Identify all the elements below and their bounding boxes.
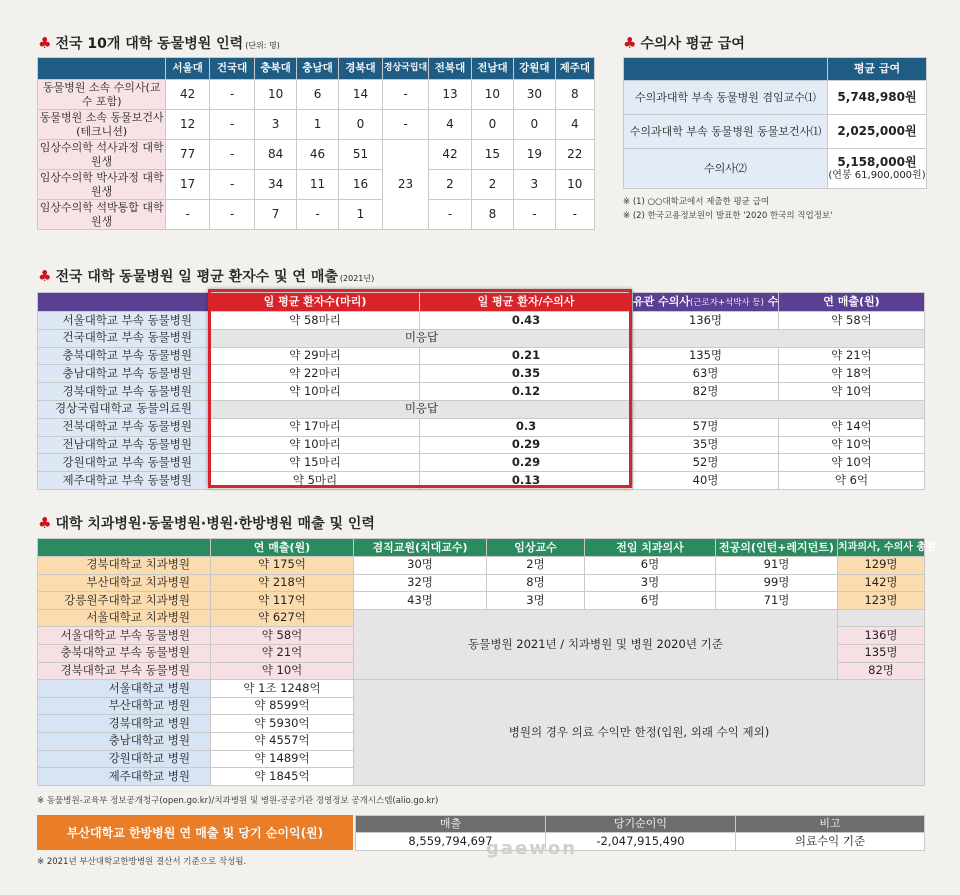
cell: 4 [429, 110, 471, 140]
section-title-text: 대학 치과병원·동물병원·병원·한방병원 매출 및 인력 [55, 516, 375, 532]
header-cell: 경상국립대 [382, 58, 429, 80]
table-row [38, 170, 595, 200]
cell: 6명 [585, 592, 716, 610]
empty-cell [633, 329, 925, 347]
section-title-salary [623, 33, 745, 53]
cell: 7 [255, 200, 296, 230]
cell: 0 [339, 110, 382, 140]
header-cell [38, 58, 166, 80]
cell: 2 [429, 170, 471, 200]
cell: 0.35 [420, 365, 633, 383]
unit-label: (2021년) [339, 274, 375, 283]
section-title-hospitals [38, 513, 375, 533]
header-cell: 당기순이익 [546, 816, 736, 833]
row-label: 강원대학교 병원 [38, 750, 211, 768]
cell-merged: 23 [382, 140, 429, 230]
header-text: 유관 수의사 [633, 295, 690, 309]
table-row [38, 347, 925, 365]
oriental-header-row [356, 816, 925, 833]
cell: 46 [296, 140, 338, 170]
table-row [38, 200, 595, 230]
cell: 0.3 [420, 418, 633, 436]
cell: 43명 [354, 592, 487, 610]
header-cell: 전남대 [471, 58, 513, 80]
header-cell: 서울대 [166, 58, 209, 80]
header-small-text: (근로자+석박사 등) [689, 298, 764, 309]
table-row [38, 312, 925, 330]
cell: - [209, 170, 255, 200]
cell: 약 58마리 [211, 312, 420, 330]
cell: 12 [166, 110, 209, 140]
row-label: 충남대학교 부속 동물병원 [38, 365, 211, 383]
cell: 약 10억 [211, 662, 354, 680]
row-label: 서울대학교 치과병원 [38, 609, 211, 627]
cell: 0.29 [420, 436, 633, 454]
club-icon: ♣ [623, 34, 637, 52]
table-row [38, 80, 595, 110]
cell: 약 1845억 [211, 768, 354, 786]
cell: 약 117억 [211, 592, 354, 610]
cell [828, 149, 927, 189]
header-cell: 전북대 [429, 58, 471, 80]
cell: - [514, 200, 555, 230]
table-row [356, 833, 925, 851]
cell: 135명 [633, 347, 779, 365]
cell: 1 [296, 110, 338, 140]
cell: 0.43 [420, 312, 633, 330]
row-label: 서울대학교 부속 동물병원 [38, 627, 211, 645]
row-label: 건국대학교 부속 동물병원 [38, 329, 211, 347]
cell: 의료수익 기준 [736, 833, 925, 851]
no-answer-cell: 미응답 [211, 329, 633, 347]
row-label: 수의과대학 부속 동물병원 겸임교수⑴ [624, 81, 828, 115]
cell: 22 [555, 140, 594, 170]
table-row [624, 149, 927, 189]
source-note: ※ 동물병원-교육부 정보공개청구(open.go.kr)/치과병원 및 병원-공공기관 경영정보 공개시스템(alio.go.kr) [37, 796, 439, 806]
cell: 약 17마리 [211, 418, 420, 436]
row-label: 강원대학교 부속 동물병원 [38, 454, 211, 472]
empty-cell [838, 609, 925, 627]
table-row [624, 81, 927, 115]
cell: 약 21억 [211, 644, 354, 662]
cell: 142명 [838, 574, 925, 592]
cell: 30 [514, 80, 555, 110]
cell: 35명 [633, 436, 779, 454]
cell: 약 6억 [779, 472, 925, 490]
cell: 약 58억 [211, 627, 354, 645]
cell: 약 1489억 [211, 750, 354, 768]
oriental-hospital-title: 부산대학교 한방병원 연 매출 및 당기 순이익(원) [37, 815, 353, 850]
cell: 약 22마리 [211, 365, 420, 383]
cell: 63명 [633, 365, 779, 383]
cell: - [296, 200, 338, 230]
cell: 32명 [354, 574, 487, 592]
cell: 0.12 [420, 383, 633, 401]
table-row [38, 472, 925, 490]
table-row [624, 115, 927, 149]
hospitals-header-row [38, 539, 925, 557]
table-row [38, 329, 925, 347]
cell: 3 [514, 170, 555, 200]
cell: 약 627억 [211, 609, 354, 627]
watermark: gaewon [486, 838, 578, 859]
row-label: 경북대학교 부속 동물병원 [38, 383, 211, 401]
cell: 0 [514, 110, 555, 140]
cell: 123명 [838, 592, 925, 610]
cell: 10 [555, 170, 594, 200]
header-cell: 겸직교원(치대교수) [354, 539, 487, 557]
row-label: 제주대학교 부속 동물병원 [38, 472, 211, 490]
cell: 8,559,794,697 [356, 833, 546, 851]
cell: 8 [555, 80, 594, 110]
header-cell: 제주대 [555, 58, 594, 80]
cell: 17 [166, 170, 209, 200]
cell: - [166, 200, 209, 230]
cell: 10 [471, 80, 513, 110]
cell: 2 [471, 170, 513, 200]
cell: -2,047,915,490 [546, 833, 736, 851]
note-cell: 병원의 경우 의료 수익만 한정(입원, 외래 수익 제외) [354, 680, 925, 786]
cell: - [209, 110, 255, 140]
cell: - [209, 140, 255, 170]
row-label: 충북대학교 부속 동물병원 [38, 347, 211, 365]
table-row [38, 383, 925, 401]
cell: 77 [166, 140, 209, 170]
empty-cell [633, 400, 925, 418]
header-cell: 임상교수 [487, 539, 585, 557]
row-label: 임상수의학 박사과정 대학원생 [38, 170, 166, 200]
section-title-staff [38, 33, 280, 53]
cell: 약 218억 [211, 574, 354, 592]
row-label: 경북대학교 치과병원 [38, 557, 211, 575]
cell: 71명 [716, 592, 838, 610]
header-cell: 전공의(인턴+레지던트) [716, 539, 838, 557]
cell: 42 [429, 140, 471, 170]
row-label: 전남대학교 부속 동물병원 [38, 436, 211, 454]
cell: 6명 [585, 557, 716, 575]
cell: 약 175억 [211, 557, 354, 575]
cell: 4 [555, 110, 594, 140]
header-cell: 치과의사, 수의사 총원 [838, 539, 925, 557]
cell: 약 58억 [779, 312, 925, 330]
table-row [38, 454, 925, 472]
section-title-text: 수의사 평균 급여 [640, 36, 745, 52]
table-row [38, 609, 925, 627]
salary-value: 5,158,000원 [837, 155, 917, 170]
header-cell: 충북대 [255, 58, 296, 80]
cell: 약 5마리 [211, 472, 420, 490]
staff-table [37, 57, 595, 230]
cell: 11 [296, 170, 338, 200]
row-label: 경상국립대학교 동물의료원 [38, 400, 211, 418]
cell: 82명 [633, 383, 779, 401]
row-label: 부산대학교 치과병원 [38, 574, 211, 592]
cell: 약 1조 1248억 [211, 680, 354, 698]
header-text: 수 [763, 295, 779, 309]
club-icon: ♣ [38, 267, 52, 285]
header-cell: 건국대 [209, 58, 255, 80]
row-label: 임상수의학 석사과정 대학원생 [38, 140, 166, 170]
cell: 129명 [838, 557, 925, 575]
cell: 약 21억 [779, 347, 925, 365]
patients-table [37, 292, 925, 490]
cell: 2,025,000원 [828, 115, 927, 149]
cell: - [555, 200, 594, 230]
header-cell: 연 매출(원) [779, 293, 925, 312]
salary-sub: (연봉 61,900,000원) [828, 169, 926, 181]
row-label: 수의과대학 부속 동물병원 동물보건사⑴ [624, 115, 828, 149]
row-label: 서울대학교 부속 동물병원 [38, 312, 211, 330]
cell: 약 18억 [779, 365, 925, 383]
cell: 8명 [487, 574, 585, 592]
cell: 91명 [716, 557, 838, 575]
header-cell: 매출 [356, 816, 546, 833]
cell: 8 [471, 200, 513, 230]
header-cell: 연 매출(원) [211, 539, 354, 557]
cell: 0.13 [420, 472, 633, 490]
row-label: 충남대학교 병원 [38, 732, 211, 750]
cell: 1 [339, 200, 382, 230]
cell: 136명 [838, 627, 925, 645]
cell: 약 8599억 [211, 697, 354, 715]
cell: 42 [166, 80, 209, 110]
cell: 99명 [716, 574, 838, 592]
row-label: 제주대학교 병원 [38, 768, 211, 786]
cell: 0 [471, 110, 513, 140]
cell: 19 [514, 140, 555, 170]
cell: 약 10억 [779, 383, 925, 401]
cell: 52명 [633, 454, 779, 472]
header-cell: 전임 치과의사 [585, 539, 716, 557]
cell: 13 [429, 80, 471, 110]
table-row [38, 418, 925, 436]
table-row [38, 436, 925, 454]
cell: 82명 [838, 662, 925, 680]
row-label: 전북대학교 부속 동물병원 [38, 418, 211, 436]
cell: - [429, 200, 471, 230]
unit-label: (단위: 명) [245, 41, 280, 50]
club-icon: ♣ [38, 34, 52, 52]
cell: 51 [339, 140, 382, 170]
footnote: ※ (1) ○○대학교에서 제출한 평균 급여 [623, 197, 770, 207]
cell: 약 10마리 [211, 383, 420, 401]
header-cell [38, 539, 211, 557]
row-label: 충북대학교 부속 동물병원 [38, 644, 211, 662]
header-cell: 비고 [736, 816, 925, 833]
table-row [38, 110, 595, 140]
row-label: 강릉원주대학교 치과병원 [38, 592, 211, 610]
table-row [38, 557, 925, 575]
header-cell [624, 58, 828, 81]
header-cell: 평균 급여 [828, 58, 927, 81]
cell: - [382, 80, 429, 110]
cell: - [382, 110, 429, 140]
cell: 40명 [633, 472, 779, 490]
cell: 6 [296, 80, 338, 110]
no-answer-cell: 미응답 [211, 400, 633, 418]
note-cell: 동물병원 2021년 / 치과병원 및 병원 2020년 기준 [354, 609, 838, 679]
staff-header-row [38, 58, 595, 80]
row-label: 부산대학교 병원 [38, 697, 211, 715]
table-row [38, 574, 925, 592]
cell: 2명 [487, 557, 585, 575]
cell: 136명 [633, 312, 779, 330]
header-cell [38, 293, 211, 312]
footnote: ※ (2) 한국고용정보원이 발표한 '2020 한국의 직업정보' [623, 211, 833, 221]
cell: 84 [255, 140, 296, 170]
cell: 0.29 [420, 454, 633, 472]
salary-header-row [624, 58, 927, 81]
cell: 약 15마리 [211, 454, 420, 472]
cell: 135명 [838, 644, 925, 662]
cell: 약 10억 [779, 436, 925, 454]
footnote: ※ 2021년 부산대학교한방병원 결산서 기준으로 작성됨. [37, 857, 247, 867]
section-title-patients [38, 266, 374, 286]
cell: - [209, 200, 255, 230]
row-label: 경북대학교 부속 동물병원 [38, 662, 211, 680]
table-row [38, 140, 595, 170]
section-title-text: 전국 대학 동물병원 일 평균 환자수 및 연 매출 [55, 269, 338, 285]
cell: 약 10마리 [211, 436, 420, 454]
header-cell: 경북대 [339, 58, 382, 80]
cell: 5,748,980원 [828, 81, 927, 115]
cell: 약 5930억 [211, 715, 354, 733]
cell: 약 10억 [779, 454, 925, 472]
table-row [38, 400, 925, 418]
row-label: 동물병원 소속 수의사(교수 포함) [38, 80, 166, 110]
cell: 16 [339, 170, 382, 200]
header-cell: 강원대 [514, 58, 555, 80]
cell: 약 14억 [779, 418, 925, 436]
table-row [38, 365, 925, 383]
table-row [38, 680, 925, 698]
header-cell: 일 평균 환자/수의사 [420, 293, 633, 312]
cell: 14 [339, 80, 382, 110]
cell: 57명 [633, 418, 779, 436]
cell: 0.21 [420, 347, 633, 365]
row-label: 경북대학교 병원 [38, 715, 211, 733]
cell: 약 29마리 [211, 347, 420, 365]
row-label: 동물병원 소속 동물보건사(테크니션) [38, 110, 166, 140]
hospitals-table [37, 538, 936, 786]
cell: 3명 [487, 592, 585, 610]
patients-header-row [38, 293, 925, 312]
header-cell [633, 293, 779, 312]
header-cell: 충남대 [296, 58, 338, 80]
row-label: 서울대학교 병원 [38, 680, 211, 698]
cell: 30명 [354, 557, 487, 575]
cell: - [209, 80, 255, 110]
cell: 15 [471, 140, 513, 170]
cell: 10 [255, 80, 296, 110]
cell: 3 [255, 110, 296, 140]
club-icon: ♣ [38, 514, 52, 532]
row-label: 수의사⑵ [624, 149, 828, 189]
cell: 3명 [585, 574, 716, 592]
table-row [38, 592, 925, 610]
header-cell: 일 평균 환자수(마리) [211, 293, 420, 312]
oriental-hospital-table [355, 815, 925, 851]
section-title-text: 전국 10개 대학 동물병원 인력 [55, 36, 244, 52]
cell: 약 4557억 [211, 732, 354, 750]
cell: 34 [255, 170, 296, 200]
salary-table [623, 57, 927, 189]
row-label: 임상수의학 석박통합 대학원생 [38, 200, 166, 230]
